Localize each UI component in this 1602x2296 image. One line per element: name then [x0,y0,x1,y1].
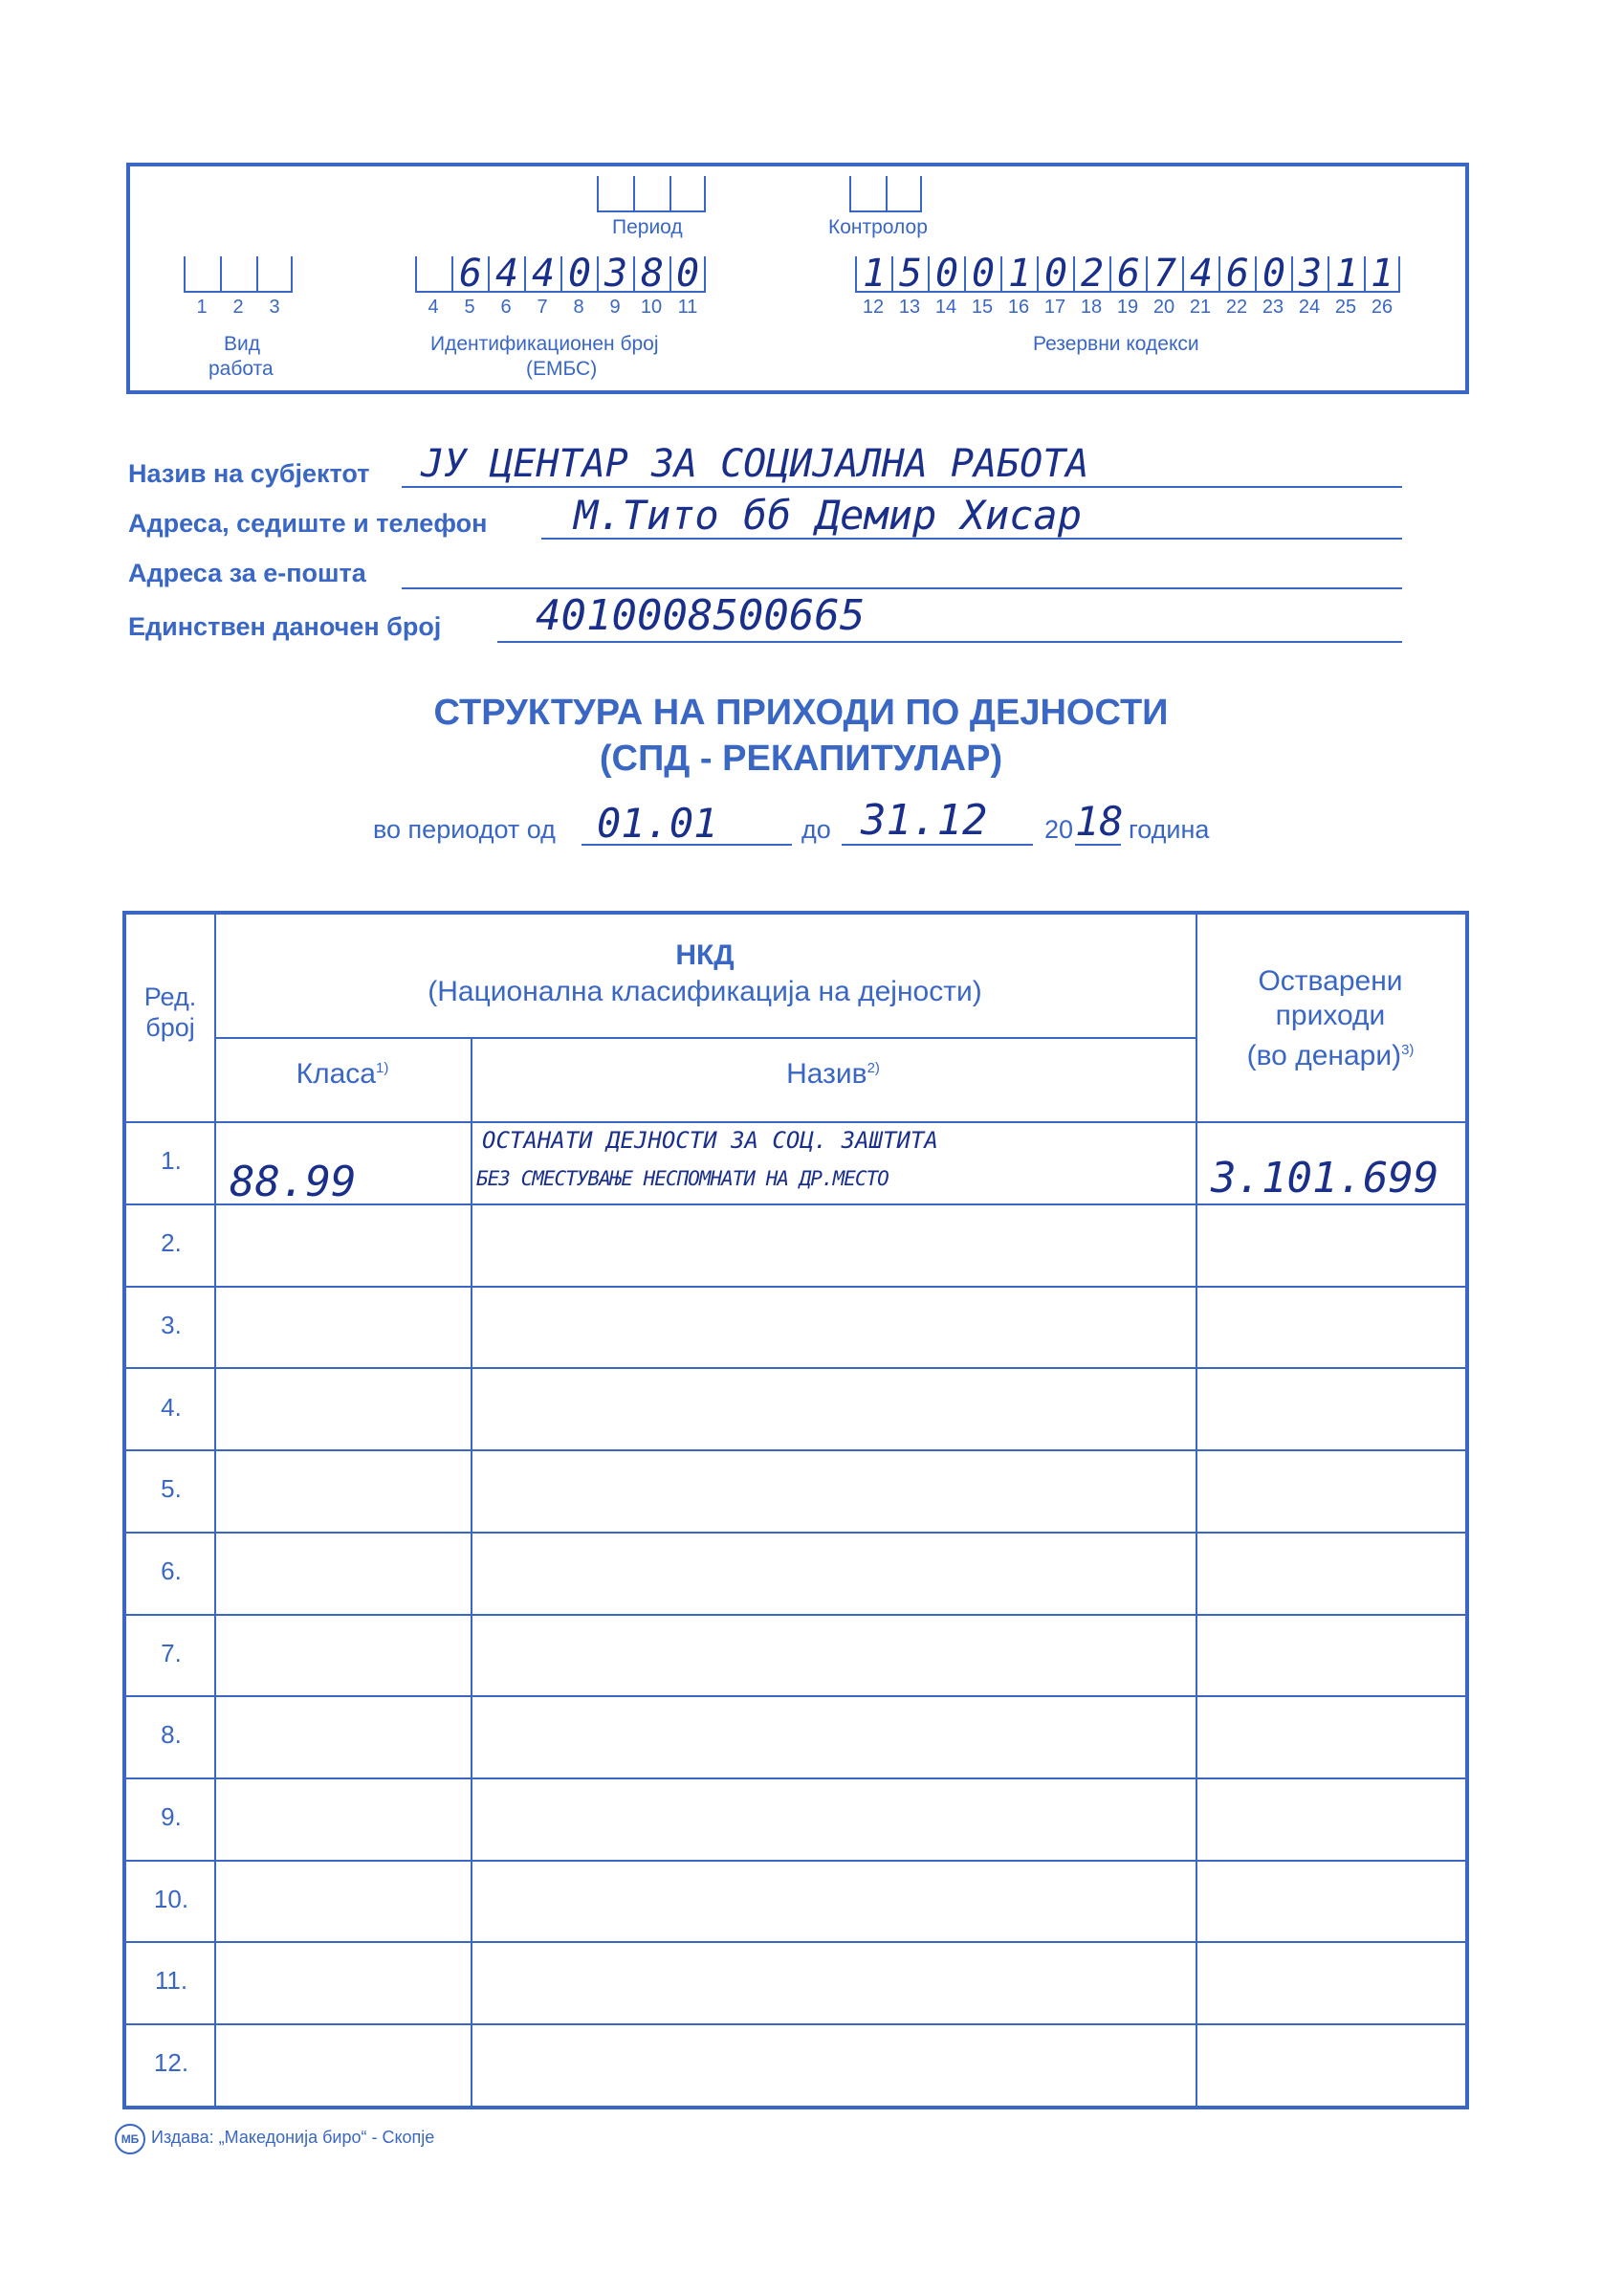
entry-name-line1[interactable]: ОСТАНАТИ ДЕЈНОСТИ ЗА СОЦ. ЗАШТИТА [482,1127,938,1154]
doc-subtitle: (СПД - РЕКАПИТУЛАР) [599,739,1003,779]
row-line [126,1941,1465,1943]
period-label: Период [612,216,683,238]
row-line [126,1695,1465,1697]
id-numbers: 4 5 6 7 8 9 10 11 [428,297,698,318]
id-label-1: Идентификационен број [430,333,659,355]
row-number: 11. [154,1966,188,1995]
row-number: 10. [153,1885,189,1913]
period-boxes[interactable] [597,176,706,212]
year-word: година [1129,815,1210,844]
period-to-field[interactable]: 31.12 [861,796,988,845]
name-field[interactable]: ЈУ ЦЕНТАР ЗА СОЦИЈАЛНА РАБОТА [421,442,1089,486]
reserve-numbers: 12 13 14 15 16 17 18 19 20 21 22 23 24 25 26 [862,297,1394,318]
name-label: Назив на субјектот [128,459,370,488]
reserve-boxes[interactable]: 1 5 0 0 1 0 2 6 7 4 6 0 3 1 1 [855,256,1400,293]
period-mid: до [801,815,831,844]
period-from-field[interactable]: 01.01 [597,800,718,847]
header-bottom-line [126,1121,1465,1123]
row-line [126,1860,1465,1862]
col-divider-3 [1196,915,1197,2106]
row-number: 12. [153,2048,189,2077]
row-line [126,1286,1465,1288]
row-line [126,1449,1465,1451]
row-number: 3. [161,1311,182,1339]
col-nkd-subheader: (Национална класификација на дејности) [428,976,982,1007]
row-number: 8. [161,1720,182,1749]
income-table [122,911,1469,2109]
row-number: 4. [161,1393,182,1422]
col-name-header: Назив$^{2)}$ [786,1058,880,1090]
col-rb-header: Ред. број [143,982,197,1042]
email-label: Адреса за е-пошта [128,559,366,587]
type-label-1: Вид [224,333,260,355]
row-line [126,1532,1465,1534]
entry-income[interactable]: 3.101.699 [1211,1154,1439,1203]
entry-name-line2[interactable]: БЕЗ СМЕСТУВАЊЕ НЕСПОМНАТИ НА ДР.МЕСТО [476,1167,889,1190]
type-boxes[interactable] [184,256,293,293]
publisher-text: Издава: „Македонија биро“ - Скопје [151,2128,435,2147]
period-prefix: во периодот од [373,815,556,844]
row-number: 5. [161,1474,182,1503]
name-field-line [402,486,1402,488]
entry-class[interactable]: 88.99 [230,1158,357,1206]
type-numbers: 1 2 3 [196,297,280,318]
row-line [126,1777,1465,1779]
tax-field[interactable]: 4010008500665 [536,591,866,640]
controller-boxes[interactable] [849,176,922,212]
row-number: 2. [161,1228,182,1257]
email-field-line [402,587,1402,589]
controller-label: Контролор [828,216,928,238]
row-line [126,2023,1465,2025]
row-line [126,1367,1465,1369]
col-income-header: Остварени приходи (во денари)$^{3)}$ [1246,965,1415,1071]
col-divider-2 [471,1037,472,2106]
row-number: 1. [161,1146,182,1175]
id-label-2: (ЕМБС) [526,358,598,380]
address-label: Адреса, седиште и телефон [128,509,488,538]
col-class-header: Класа$^{1)}$ [296,1058,389,1090]
year-prefix: 20 [1044,815,1074,844]
row-number: 6. [161,1556,182,1585]
year-field[interactable]: 18 [1075,798,1124,845]
row-line [126,1614,1465,1616]
nkd-subheader-line [214,1037,1196,1039]
row-number: 7. [161,1639,182,1667]
col-divider-1 [214,915,216,2106]
reserve-label: Резервни кодекси [1033,333,1199,355]
id-boxes[interactable]: 6 4 4 0 3 8 0 [415,256,706,293]
doc-title: СТРУКТУРА НА ПРИХОДИ ПО ДЕЈНОСТИ [433,693,1169,733]
tax-field-line [497,641,1402,643]
type-label-2: работа [208,358,274,380]
col-nkd-header: НКД [675,939,735,971]
tax-label: Единствен даночен број [128,612,442,641]
publisher-logo: МБ [115,2124,145,2154]
row-number: 9. [161,1802,182,1831]
address-field[interactable]: М.Тито бб Демир Хисар [574,492,1083,539]
